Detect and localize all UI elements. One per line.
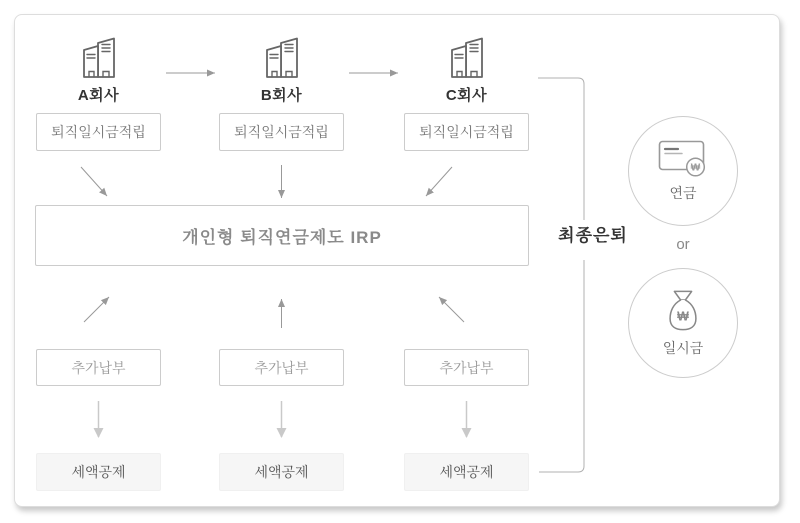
building-icon: [79, 33, 119, 81]
irp-box: 개인형 퇴직연금제도 IRP: [35, 205, 529, 266]
arrow-deposit-a-to-irp: [81, 167, 107, 196]
company-a-label: A회사: [77, 87, 120, 104]
arrow-extra-a-to-irp: [84, 297, 109, 322]
won-symbol: ₩: [677, 309, 689, 324]
or-label: or: [676, 236, 690, 253]
company-b-label: B회사: [260, 87, 303, 104]
lumpsum-label: 일시금: [662, 339, 704, 356]
tax-credit-box-a: 세액공제: [36, 453, 161, 491]
deposit-box-b: 퇴직일시금적립: [219, 113, 344, 151]
won-symbol: ₩: [690, 162, 701, 173]
arrow-extra-c-to-irp: [439, 297, 464, 322]
extra-payment-box-b: 추가납부: [219, 349, 344, 386]
tax-credit-box-c: 세액공제: [404, 453, 529, 491]
money-bag-icon: [663, 289, 703, 333]
building-icon: [447, 33, 487, 81]
final-retirement-bracket: [538, 78, 584, 472]
arrow-deposit-c-to-irp: [426, 167, 452, 196]
extra-payment-box-a: 추가납부: [36, 349, 161, 386]
company-b-group: [219, 33, 344, 105]
pension-label: 연금: [669, 184, 697, 201]
lumpsum-circle: [628, 268, 738, 378]
company-a-group: [36, 33, 161, 105]
extra-payment-box-c: 추가납부: [404, 349, 529, 386]
diagram-card: [14, 14, 780, 507]
building-icon: [262, 33, 302, 81]
bankbook-card-icon: [658, 140, 708, 178]
company-c-group: [404, 33, 529, 105]
company-c-label: C회사: [445, 87, 488, 104]
deposit-box-a: 퇴직일시금적립: [36, 113, 161, 151]
pension-circle: [628, 116, 738, 226]
deposit-box-c: 퇴직일시금적립: [404, 113, 529, 151]
final-retirement-label: 최종은퇴: [558, 226, 628, 245]
tax-credit-box-b: 세액공제: [219, 453, 344, 491]
